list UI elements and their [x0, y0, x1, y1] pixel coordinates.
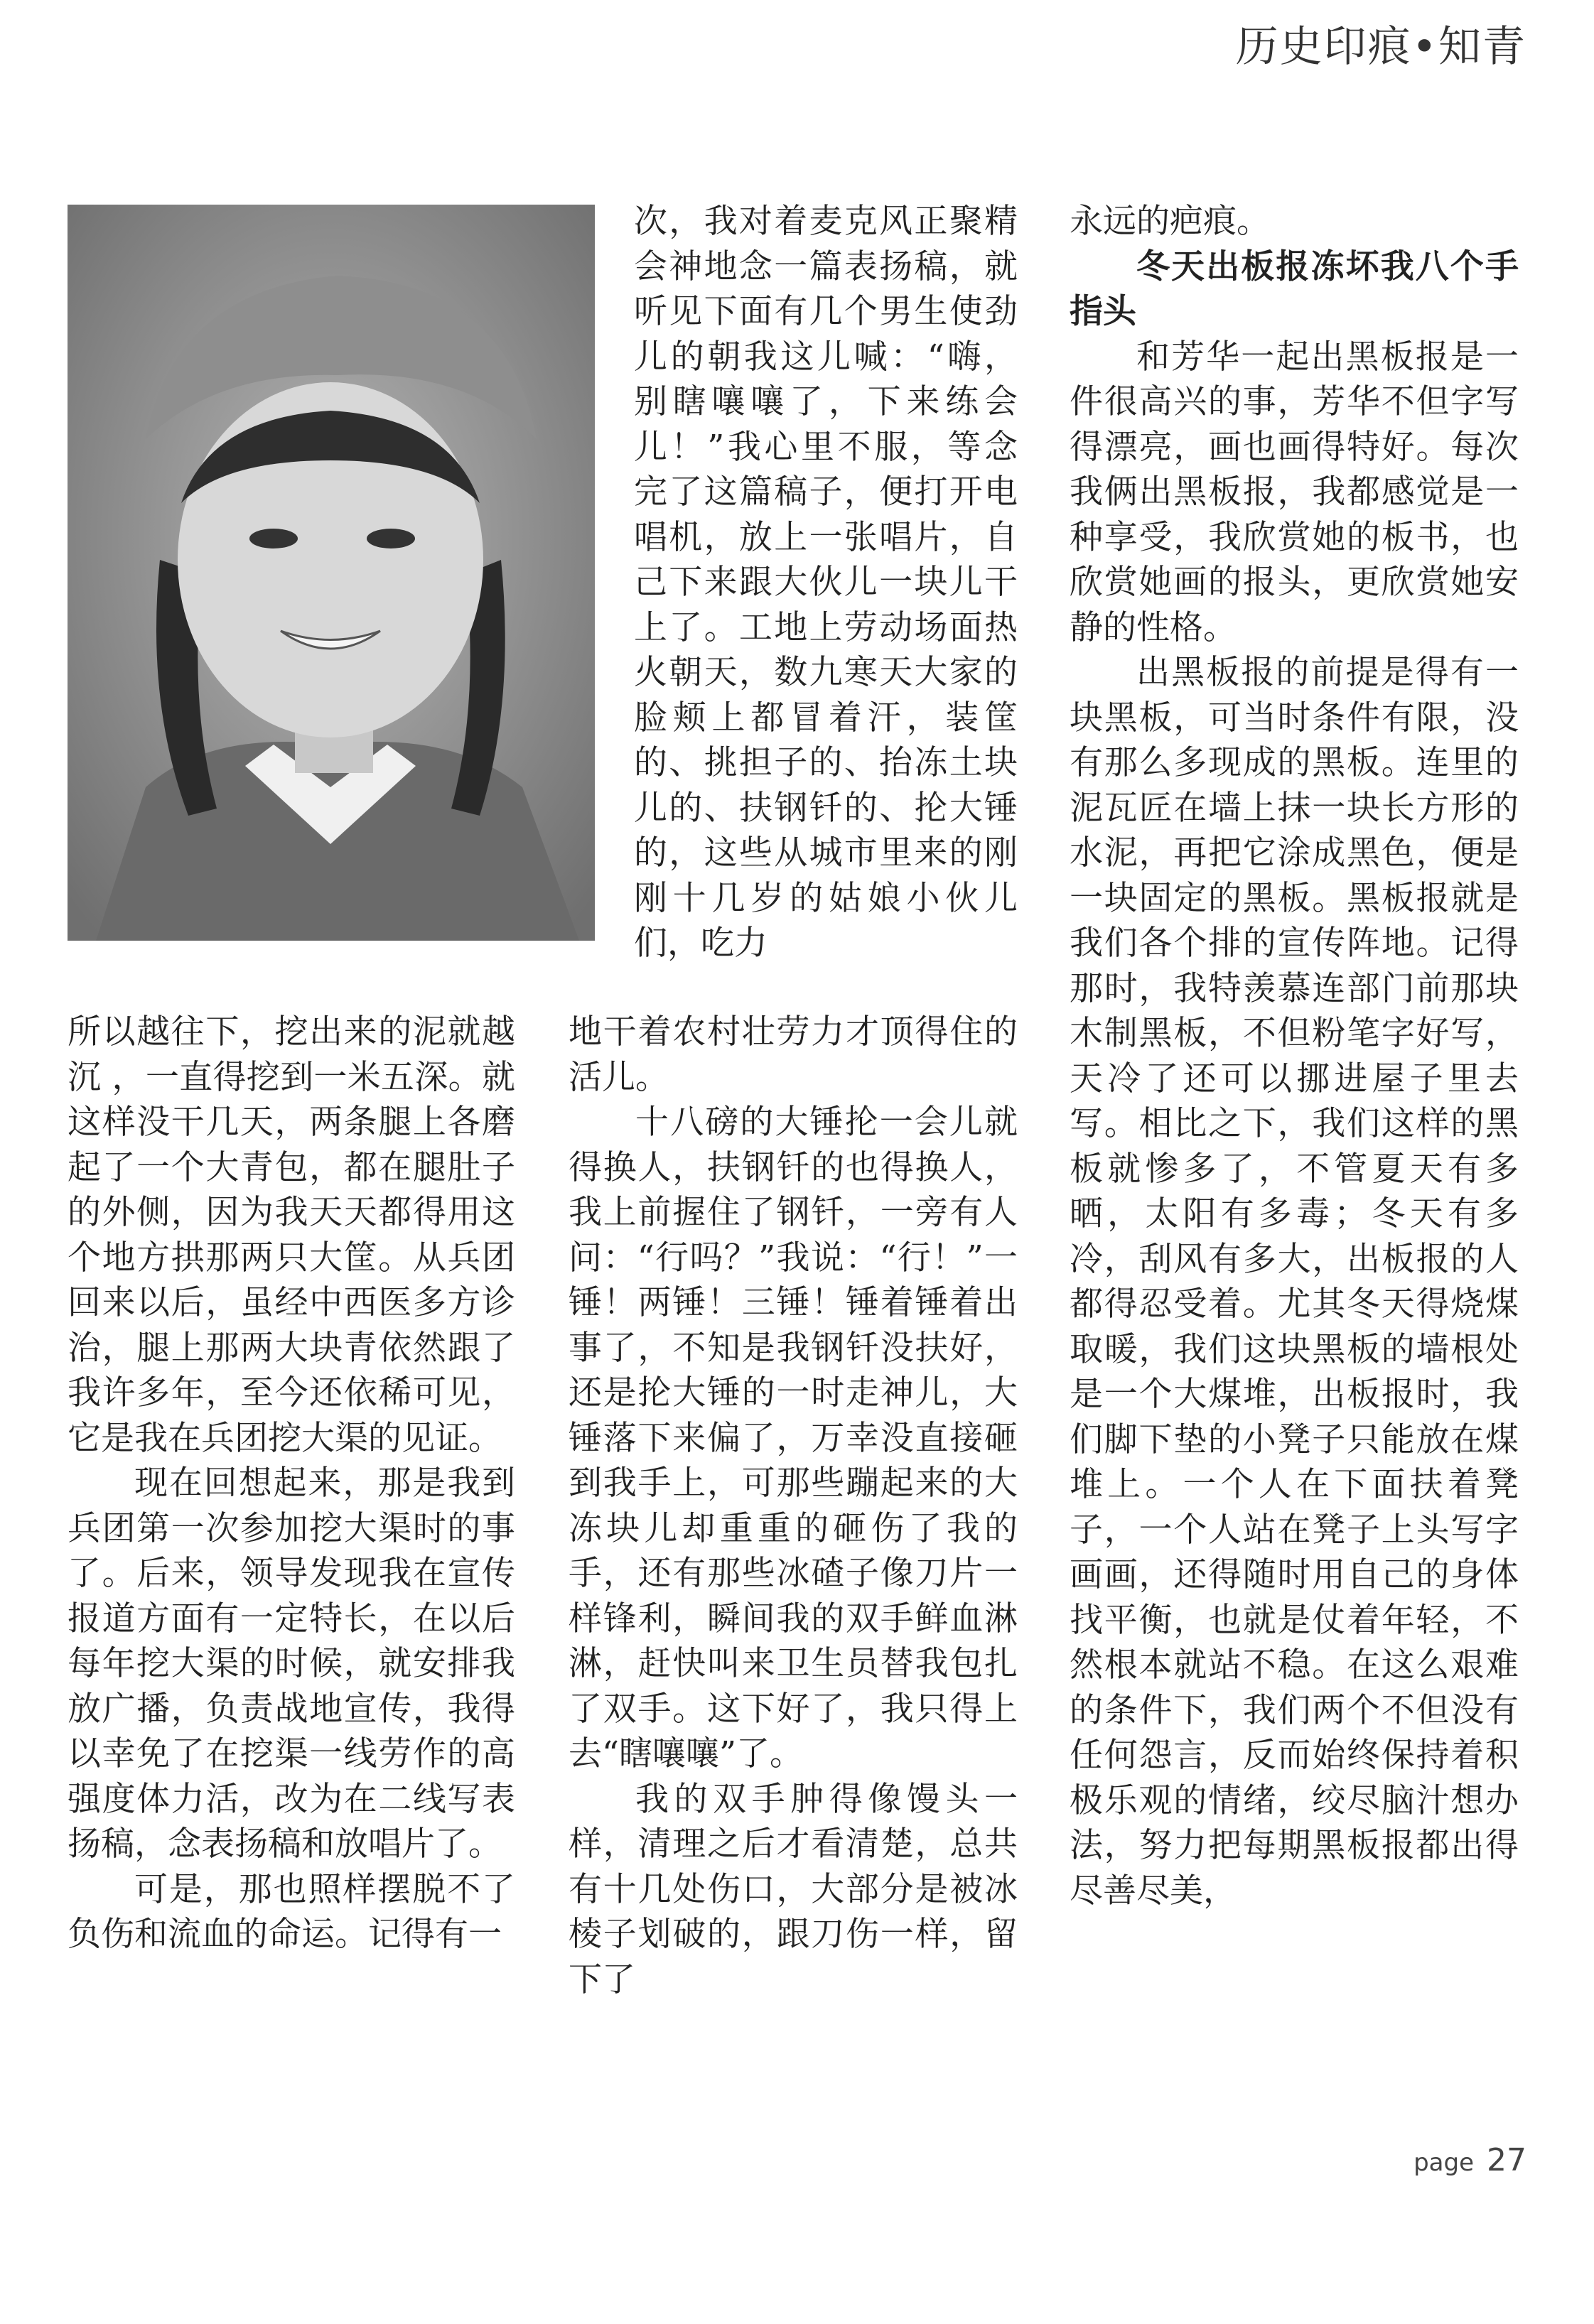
paragraph: 现在回想起来，那是我到兵团第一次参加挖大渠时的事了。后来，领导发现我在宣传报道方面有一定特长，在以后每年挖大渠的时候，就安排我放广播，负责战地宣传，我得以幸免了在挖渠一线劳作的高强度体力活，改为在二线写表扬稿，念表扬稿和放唱片了。: [68, 1464, 515, 1864]
portrait-photo-icon: [68, 205, 595, 941]
paragraph: 所以越往下，挖出来的泥就越沉 ，一直得挖到一米五深。就这样没干几天，两条腿上各磨起了一个大青包，都在腿肚子的外侧，因为我天天都得用这个地方拱那两只大筐。从兵团回来以后，虽经中西医多方诊治，腿上那两大块青依然跟了我许多年，至今还依稀可见，它是我在兵团挖大渠的见证。: [68, 1012, 515, 1458]
paragraph: 可是，那也照样摆脱不了负伤和流血的命运。记得有一: [68, 1869, 515, 1954]
page-label: page: [1413, 2149, 1474, 2177]
page-number: 27: [1487, 2142, 1526, 2178]
paragraph: 永远的疤痕。: [1070, 202, 1270, 241]
paragraph: 和芳华一起出黑板报是一件很高兴的事，芳华不但字写得漂亮，画也画得特好。每次我俩出黑板报，我都感觉是一种享受，我欣赏她的板书，也欣赏她画的报头，更欣赏她安静的性格。: [1070, 337, 1519, 647]
section-header: 历史印痕•知青: [1235, 22, 1526, 72]
paragraph: 我的双手肿得像馒头一样，清理之后才看清楚，总共有十几处伤口，大部分是被冰棱子划破的，跟刀伤一样，留下了: [569, 1779, 1018, 1999]
article-column-left: [68, 1010, 515, 1957]
page-footer: [1413, 2142, 1526, 2178]
section-subheading: 冬天出板报冻坏我八个手指头: [1070, 247, 1519, 331]
paragraph: 次，我对着麦克风正聚精会神地念一篇表扬稿，就听见下面有几个男生使劲儿的朝我这儿喊：“嗨，别瞎嚷嚷了，下来练会儿！”我心里不服，等念完了这篇稿子，便打开电唱机，放上一张唱片，自己下来跟大伙儿一块儿干上了。工地上劳动场面热火朝天，数九寒天大家的脸颊上都冒着汗，装筐的、挑担子的、抬冻土块儿的、扶钢钎的、抡大锤的，这些从城市里来的刚刚十几岁的姑娘小伙儿们，吃力: [634, 202, 1018, 963]
paragraph: 出黑板报的前提是得有一块黑板，可当时条件有限，没有那么多现成的黑板。连里的泥瓦匠在墙上抹一块长方形的水泥，再把它涂成黑色，便是一块固定的黑板。黑板报就是我们各个排的宣传阵地。记得那时，我特羡慕连部门前那块木制黑板，不但粉笔字好写，天冷了还可以挪进屋子里去写。相比之下，我们这样的黑板就惨多了，不管夏天有多晒，太阳有多毒；冬天有多冷，刮风有多大，出板报的人都得忍受着。尤其冬天得烧煤取暖，我们这块黑板的墙根处是一个大煤堆，出板报时，我们脚下垫的小凳子只能放在煤堆上。一个人在下面扶着凳子，一个人站在凳子上头写字画画，还得随时用自己的身体找平衡，也就是仗着年轻，不然根本就站不稳。在这么艰难的条件下，我们两个不但没有任何怨言，反而始终保持着积极乐观的情绪，绞尽脑汁想办法，努力把每期黑板报都出得尽善尽美，: [1070, 653, 1519, 1910]
article-column-middle-top: [634, 199, 1018, 966]
paragraph: 地干着农村壮劳力才顶得住的活儿。: [569, 1012, 1018, 1097]
article-column-right: [1070, 199, 1519, 1913]
portrait-photo: [68, 205, 595, 941]
article-column-middle: [569, 1010, 1018, 2002]
paragraph: 十八磅的大锤抡一会儿就得换人，扶钢钎的也得换人，我上前握住了钢钎，一旁有人问：“行吗？”我说：“行！”一锤！两锤！三锤！锤着锤着出事了，不知是我钢钎没扶好，还是抡大锤的一时走神儿，大锤落下来偏了，万幸没直接砸到我手上，可那些蹦起来的大冻块儿却重重的砸伤了我的手，还有那些冰碴子像刀片一样锋利，瞬间我的双手鲜血淋淋，赶快叫来卫生员替我包扎了双手。这下好了，我只得上去“瞎嚷嚷”了。: [569, 1103, 1018, 1773]
